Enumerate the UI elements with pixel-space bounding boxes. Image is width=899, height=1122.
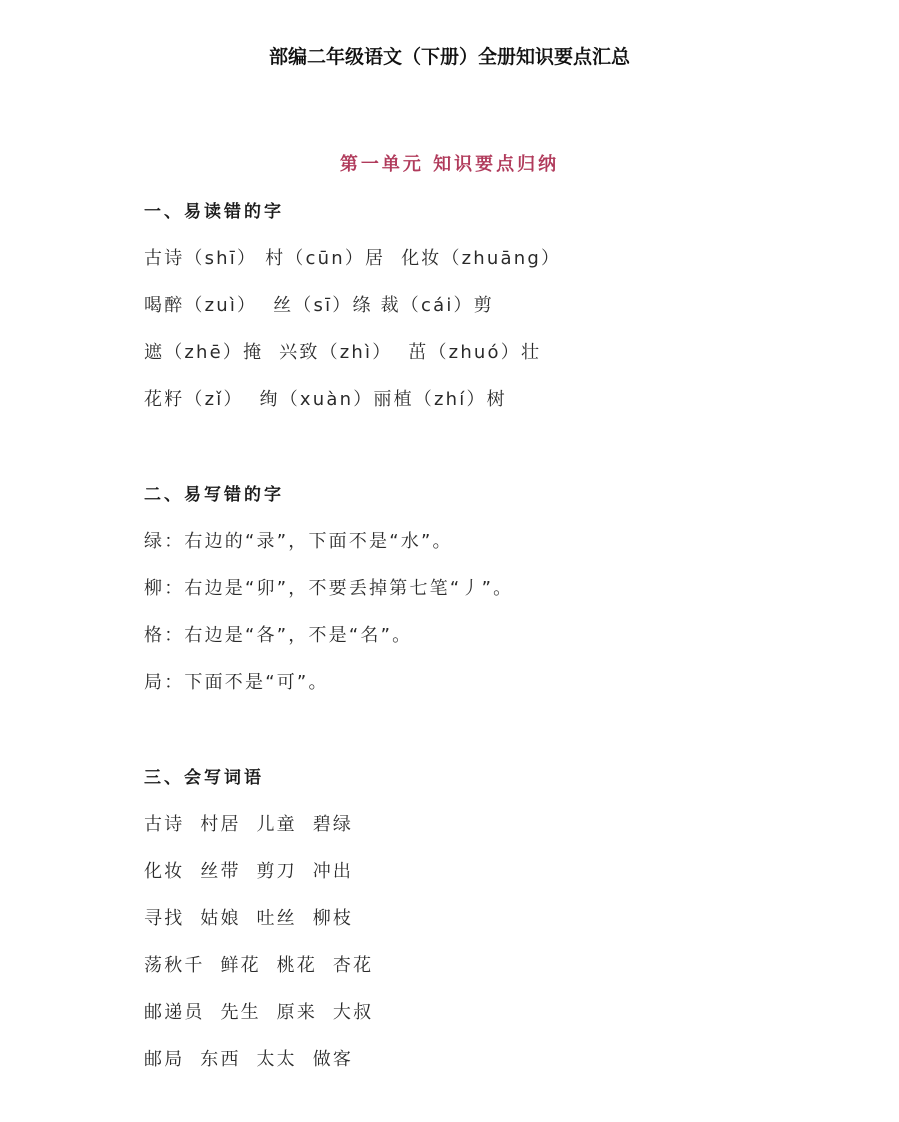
text-line: 花籽（zǐ） 绚（xuàn）丽植（zhí）树 xyxy=(144,389,507,410)
text-line: 柳：右边是“卯”，不要丢掉第七笔“丿”。 xyxy=(144,578,514,599)
unit-title: 第一单元 知识要点归纳 xyxy=(339,154,560,175)
text-line: 绿：右边的“录”，下面不是“水”。 xyxy=(144,531,453,552)
text-line: 邮局 东西 太太 做客 xyxy=(144,1049,354,1070)
section-vocabulary xyxy=(144,766,844,1095)
text-line: 古诗 村居 儿童 碧绿 xyxy=(144,814,354,835)
text-line: 寻找 姑娘 吐丝 柳枝 xyxy=(144,908,354,929)
text-line: 古诗（shī） 村（cūn）居 化妆（zhuāng） xyxy=(144,248,562,269)
text-line: 化妆 丝带 剪刀 冲出 xyxy=(144,861,354,882)
text-line: 遮（zhē）掩 兴致（zhì） 茁（zhuó）壮 xyxy=(144,342,542,363)
section-misread-characters xyxy=(144,200,844,435)
text-line: 荡秋千 鲜花 桃花 杏花 xyxy=(144,955,374,976)
section-miswritten-characters xyxy=(144,483,844,718)
document-title: 部编二年级语文（下册）全册知识要点汇总 xyxy=(268,46,630,68)
section-heading: 二、易写错的字 xyxy=(144,485,284,505)
text-line: 喝醉（zuì） 丝（sī）绦 裁（cái）剪 xyxy=(144,295,494,316)
section-heading: 一、易读错的字 xyxy=(144,202,284,222)
section-heading: 三、会写词语 xyxy=(144,768,264,788)
text-line: 局：下面不是“可”。 xyxy=(144,672,329,693)
text-line: 邮递员 先生 原来 大叔 xyxy=(144,1002,374,1023)
text-line: 格：右边是“各”，不是“名”。 xyxy=(144,625,413,646)
